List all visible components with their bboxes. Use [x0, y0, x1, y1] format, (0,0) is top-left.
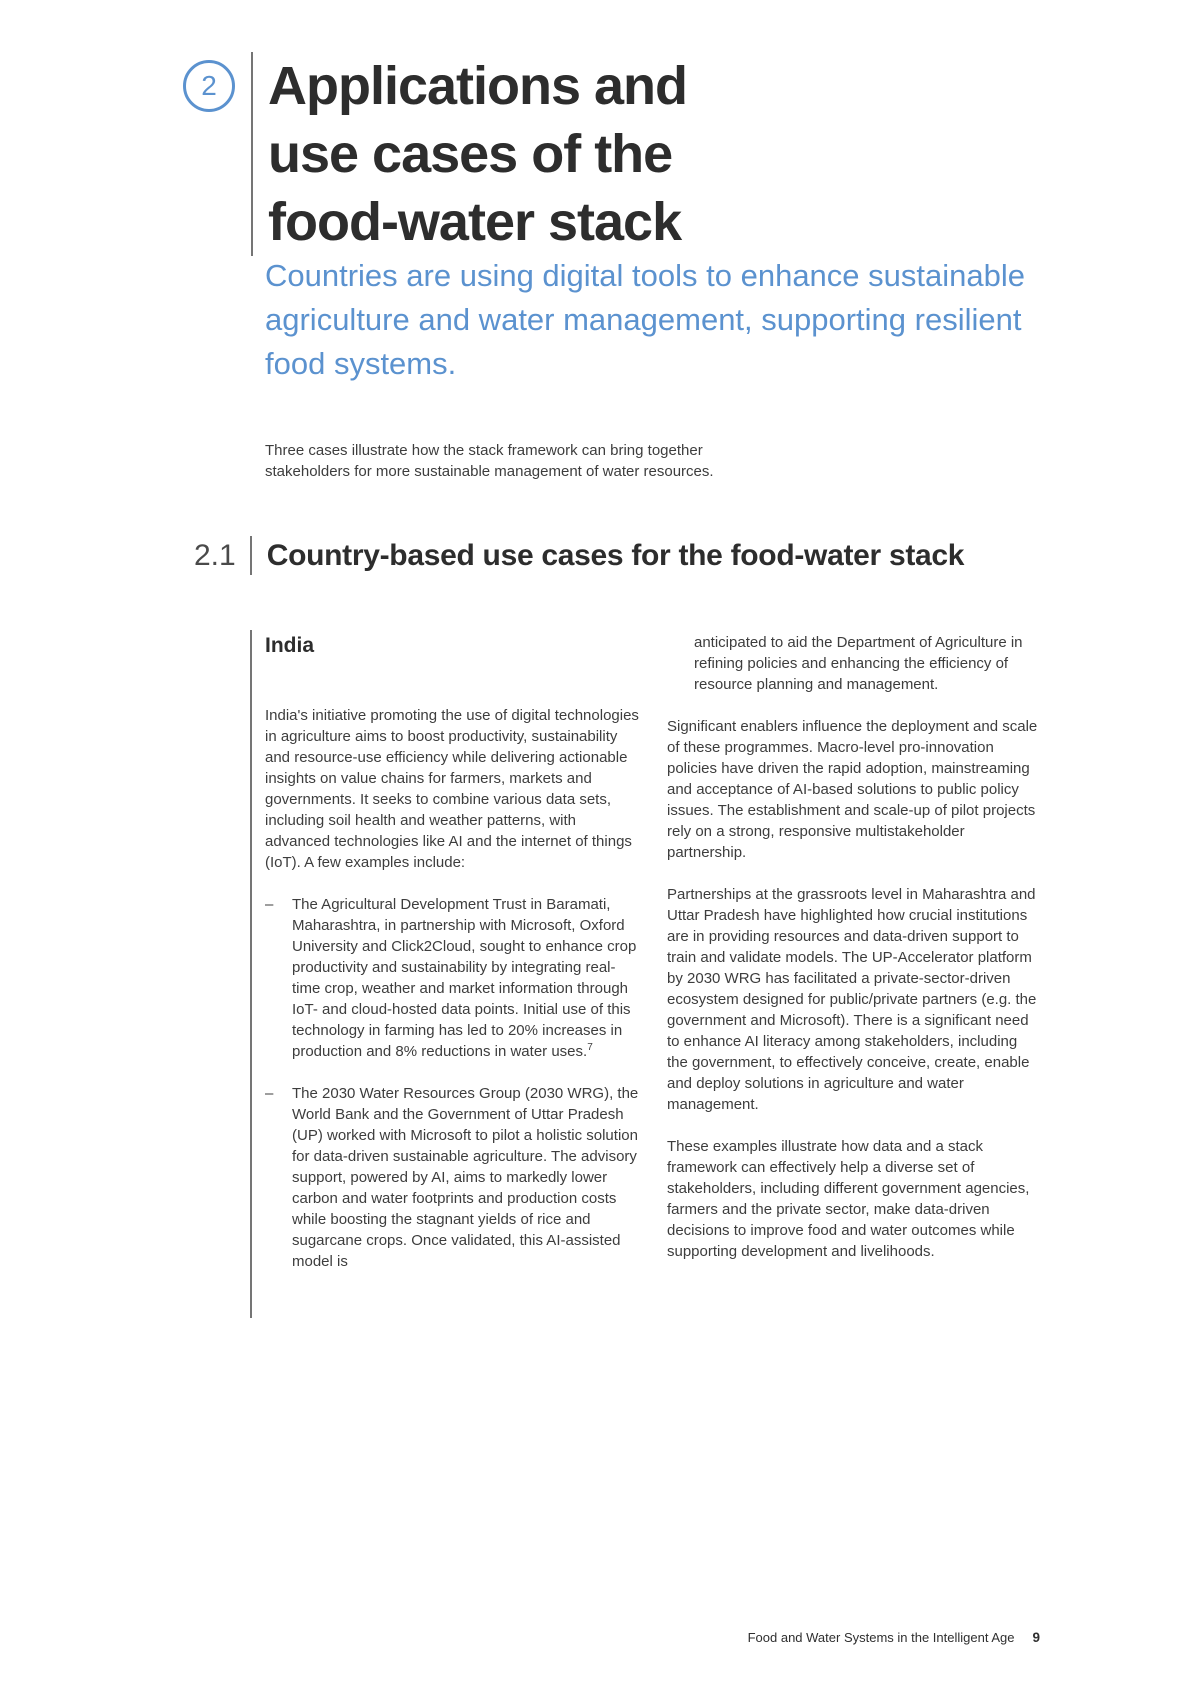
chapter-number: 2: [201, 70, 217, 101]
body-left-rule: [250, 630, 252, 1318]
body-columns: [265, 632, 1041, 1293]
section-title: Country-based use cases for the food-water stack: [266, 539, 965, 572]
title-divider-rule: [251, 52, 253, 256]
section-number: 2.1: [194, 539, 236, 572]
chapter-number-badge: [183, 60, 235, 112]
bullet-text: [292, 1083, 639, 1272]
subtitle: Countries are using digital tools to enhance sustainable agriculture and water management, supporting resilient food systems.: [265, 258, 1025, 382]
paragraph: Partnerships at the grassroots level in Maharashtra and Uttar Pradesh have highlighted how crucial institutions are in providing resources and data-driven support to train and validate models. The UP-Accelerator platform by 2030 WRG has facilitated a private-sector-driven ecosystem designed for public/private partners (e.g. the government and Microsoft). There is a significant need to enhance AI literacy among stakeholders, including the government, to effectively conceive, create, enable and deploy solutions in agriculture and water management.: [667, 886, 1037, 1113]
country-heading: India: [265, 634, 315, 657]
paragraph: These examples illustrate how data and a stack framework can effectively help a diverse set of stakeholders, including different government agencies, farmers and the private sector, make data-driven decisions to improve food and water outcomes while supporting development and livelihoods.: [667, 1138, 1030, 1260]
footnote-ref: 7: [587, 1042, 593, 1053]
section-divider-rule: [250, 536, 252, 575]
intro-text: Three cases illustrate how the stack framework can bring together stakeholders for more sustainable management of water resources.: [265, 442, 714, 481]
column-left: [265, 632, 639, 1293]
bullet-text: [292, 894, 639, 1062]
bullet-body: The 2030 Water Resources Group (2030 WRG), the World Bank and the Government of Uttar Pradesh (UP) worked with Microsoft to pilot a holistic solution for data-driven sustainable agriculture. The advisory support, powered by AI, aims to markedly lower carbon and water footprints and production costs while boosting the stagnant yields of rice and sugarcane crops. Once validated, this AI-assisted model is: [292, 1085, 639, 1270]
paragraph: India's initiative promoting the use of digital technologies in agriculture aims to boost productivity, sustainability and resource-use efficiency while delivering actionable insights on value chains for farmers, markets and governments. It seeks to combine various data sets, including soil health and weather patterns, with advanced technologies like AI and the internet of things (IoT). A few examples include:: [265, 707, 639, 871]
page-footer: [748, 1630, 1040, 1645]
bullet-dash: –: [265, 896, 274, 913]
section-heading: [194, 536, 964, 575]
column-right: [667, 632, 1041, 1293]
paragraph: Significant enablers influence the deployment and scale of these programmes. Macro-level pro-innovation policies have driven the rapid adoption, mainstreaming and acceptance of AI-based solutions to public policy issues. The establishment and scale-up of pilot projects rely on a strong, responsive multistakeholder partnership.: [667, 718, 1038, 861]
page-title-line: food-water stack: [268, 192, 682, 253]
list-item: [265, 894, 639, 1062]
bullet-body: The Agricultural Development Trust in Baramati, Maharashtra, in partnership with Microsoft, Oxford University and Click2Cloud, sought to enhance crop productivity and sustainability by integrating real-time crop, weather and market information through IoT- and cloud-hosted data points. Initial use of this technology in farming has led to 20% increases in production and 8% reductions in water uses.: [292, 896, 637, 1060]
chapter-header: [183, 52, 687, 256]
page-title: [268, 52, 687, 256]
paragraph: anticipated to aid the Department of Agriculture in refining policies and enhancing the efficiency of resource planning and management.: [694, 634, 1023, 693]
page-title-line: use cases of the: [268, 124, 673, 185]
page-number: 9: [1032, 1630, 1040, 1645]
list-item: [265, 1083, 639, 1272]
footer-report-title: Food and Water Systems in the Intelligent Age: [747, 1630, 1015, 1645]
bullet-dash: –: [265, 1085, 274, 1102]
page-title-line: Applications and: [268, 56, 688, 116]
